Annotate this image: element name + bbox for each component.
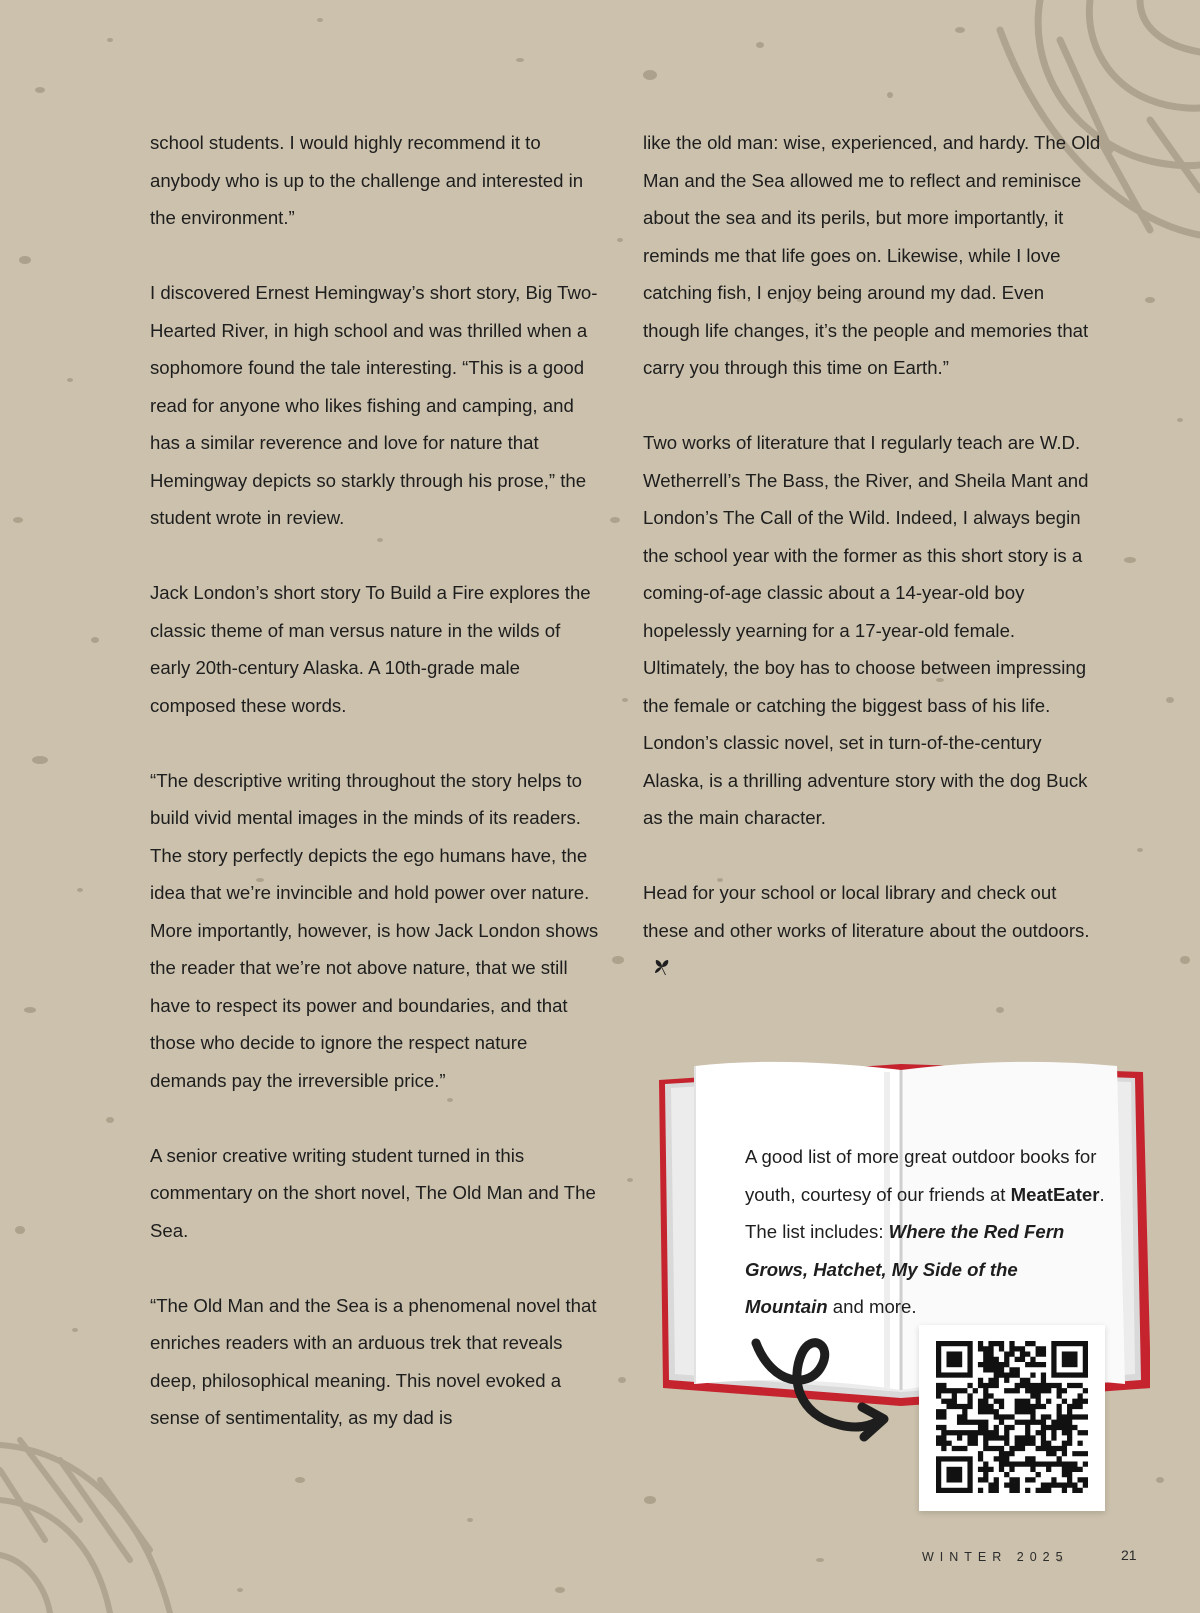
qr-finder-center — [946, 1351, 962, 1367]
closing-paragraph — [643, 874, 1103, 989]
qr-finder-center — [1062, 1351, 1078, 1367]
qr-code[interactable] — [919, 1325, 1105, 1511]
paragraph: I discovered Ernest Hemingway’s short story, Big Two-Hearted River, in high school and was thrilled when a sophomore found the tale interesting. “This is a good read for anyone who likes fishing and camping, and has a similar reverence and love for nature that Hemingway depicts so starkly through his prose,” the student wrote in review. — [150, 282, 598, 528]
qr-code-icon — [936, 1341, 1088, 1493]
book-titles: Where the Red Fern Grows, Hatchet, My Side of the Mountain — [745, 1221, 1065, 1317]
article-column-left — [150, 124, 605, 1474]
page-number: 21 — [1121, 1547, 1137, 1563]
paragraph: “The descriptive writing throughout the story helps to build vivid mental images in the minds of its readers. The story perfectly depicts the ego humans have, the idea that we’re invincible and hold power over nature. More importantly, however, is how Jack London shows the reader that we’re not above nature, that we still have to respect its power and boundaries, and that those who decide to ignore the respect nature demands pay the irreversible price.” — [150, 769, 599, 1091]
article-column-right — [643, 124, 1103, 1026]
footer-issue: WINTER 2025 — [922, 1550, 1069, 1564]
qr-finder-center — [946, 1467, 962, 1483]
book-list-lead: . The list includes: — [745, 1183, 1105, 1242]
wood-rings-bottom-left — [0, 1440, 170, 1613]
paragraph: school students. I would highly recommend it to anybody who is up to the challenge and interested in the environment.” — [150, 132, 584, 228]
paragraph: Jack London’s short story To Build a Fire explores the classic theme of man versus nature in the wilds of early 20th-century Alaska. A 10th-grade male composed these words. — [150, 582, 591, 716]
book-list-intro: A good list of more great outdoor books for youth, courtesy of our friends at — [745, 1146, 1097, 1205]
paragraph: Two works of literature that I regularly teach are W.D. Wetherrell’s The Bass, the River, and Sheila Mant and London’s The Call of the Wild. Indeed, I always begin the school year with the former as this short story is a coming-of-age classic about a 14-year-old boy hopelessly yearning for a 17-year-old female. Ultimately, the boy has to choose between impressing the female or catching the biggest bass of his life. London’s classic novel, set in turn-of-the-century Alaska, is a thrilling adventure story with the dog Buck as the main character. — [643, 432, 1089, 828]
leaf-icon — [653, 951, 671, 989]
paragraph: A senior creative writing student turned in this commentary on the short novel, The Old Man and The Sea. — [150, 1144, 596, 1241]
meateater-brand: MeatEater — [1010, 1183, 1100, 1205]
paragraph: “The Old Man and the Sea is a phenomenal novel that enriches readers with an arduous trek that reveals deep, philosophical meaning. This novel evoked a sense of sentimentality, as my dad is — [150, 1294, 597, 1428]
curly-arrow-icon — [750, 1335, 895, 1445]
closing-paragraph-text: Head for your school or local library and check out these and other works of literature about the outdoors. — [643, 882, 1090, 941]
book-recommendation-text — [745, 1138, 1105, 1326]
book-list-outro: and more. — [827, 1296, 917, 1317]
paragraph: like the old man: wise, experienced, and hardy. The Old Man and the Sea allowed me to reflect and reminisce about the sea and its perils, but more importantly, it reminds me that life goes on. Likewise, while I love catching fish, I enjoy being around my dad. Even though life changes, it’s the people and memories that carry you through this time on Earth.” — [643, 132, 1101, 378]
